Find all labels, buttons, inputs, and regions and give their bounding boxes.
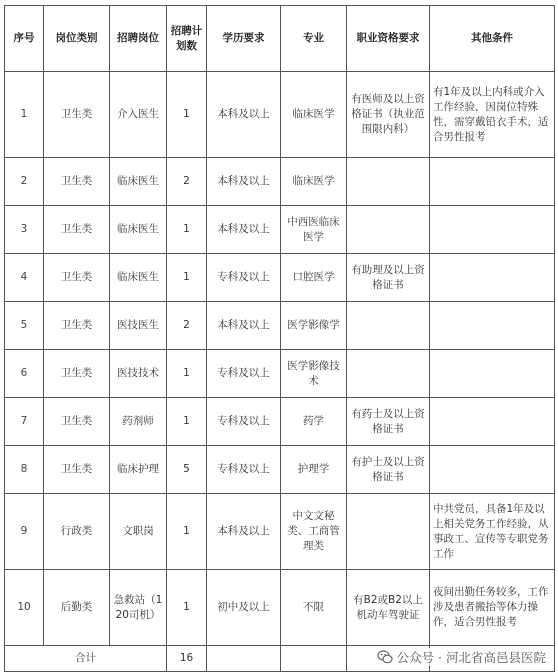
empty-cell [281,646,347,672]
cell-index: 5 [5,302,44,350]
table-row [5,72,555,158]
cell-count: 1 [167,206,207,254]
cell-other [430,302,555,350]
total-count: 16 [167,646,207,672]
cell-count: 1 [167,570,207,646]
cell-major: 中文文秘类、工商管理类 [281,494,347,570]
header-cell: 专业 [281,6,347,72]
cell-qualification [347,350,430,398]
cell-count: 1 [167,494,207,570]
header-cell: 其他条件 [430,6,555,72]
cell-other [430,446,555,494]
cell-other: 夜间出勤任务较多，工作涉及患者搬抬等体力操作，适合男性报考 [430,570,555,646]
cell-index: 9 [5,494,44,570]
cell-major: 临床医学 [281,72,347,158]
cell-qualification: 有B2或B2以上机动车驾驶证 [347,570,430,646]
table-row [5,446,555,494]
cell-index: 10 [5,570,44,646]
cell-category: 卫生类 [44,302,110,350]
cell-major: 药学 [281,398,347,446]
cell-qualification: 有医师及以上资格证书（执业范围限内科） [347,72,430,158]
cell-post: 药剂师 [110,398,167,446]
cell-education: 本科及以上 [207,494,281,570]
cell-qualification: 有护士及以上资格证书 [347,446,430,494]
cell-index: 1 [5,72,44,158]
cell-other [430,350,555,398]
cell-education: 专科及以上 [207,350,281,398]
cell-category: 卫生类 [44,398,110,446]
cell-major: 临床医学 [281,158,347,206]
table-row [5,350,555,398]
table-row [5,302,555,350]
watermark-text: 公众号 · 河北省高邑县医院 [396,650,546,665]
cell-post: 医技医生 [110,302,167,350]
table-row [5,494,555,570]
cell-count: 2 [167,158,207,206]
cell-category: 卫生类 [44,254,110,302]
cell-category: 卫生类 [44,72,110,158]
cell-post: 临床医生 [110,158,167,206]
table-row [5,570,555,646]
cell-index: 6 [5,350,44,398]
header-cell: 岗位类别 [44,6,110,72]
recruitment-table [4,5,555,672]
cell-post: 临床护理 [110,446,167,494]
cell-education: 专科及以上 [207,446,281,494]
header-cell: 招聘计划数 [167,6,207,72]
header-row [5,6,555,72]
cell-other: 中共党员，具备1年及以上相关党务工作经验，从事政工、宣传等专职党务工作 [430,494,555,570]
header-cell: 招聘岗位 [110,6,167,72]
cell-index: 8 [5,446,44,494]
cell-post: 临床医生 [110,254,167,302]
cell-major: 医学影像学 [281,302,347,350]
cell-post: 医技技术 [110,350,167,398]
cell-post: 文职岗 [110,494,167,570]
cell-index: 7 [5,398,44,446]
table-row [5,254,555,302]
cell-other [430,158,555,206]
cell-other [430,398,555,446]
cell-major: 不限 [281,570,347,646]
cell-category: 卫生类 [44,350,110,398]
cell-post: 介入医生 [110,72,167,158]
cell-count: 1 [167,254,207,302]
cell-count: 1 [167,398,207,446]
cell-education: 本科及以上 [207,158,281,206]
cell-qualification [347,494,430,570]
cell-category: 卫生类 [44,446,110,494]
cell-index: 4 [5,254,44,302]
cell-count: 1 [167,350,207,398]
cell-education: 本科及以上 [207,206,281,254]
cell-qualification [347,158,430,206]
cell-count: 1 [167,72,207,158]
cell-major: 护理学 [281,446,347,494]
cell-education: 专科及以上 [207,254,281,302]
table-row [5,158,555,206]
cell-other [430,254,555,302]
cell-other [430,206,555,254]
total-label: 合计 [5,646,167,672]
header-cell: 职业资格要求 [347,6,430,72]
cell-post: 急救站（120司机） [110,570,167,646]
cell-qualification [347,206,430,254]
table-row [5,398,555,446]
cell-education: 本科及以上 [207,72,281,158]
cell-qualification [347,302,430,350]
cell-category: 卫生类 [44,158,110,206]
cell-major: 口腔医学 [281,254,347,302]
header-cell: 序号 [5,6,44,72]
cell-post: 临床医生 [110,206,167,254]
cell-index: 3 [5,206,44,254]
cell-other: 有1年及以上内科或介入工作经验，因岗位特殊性，需穿戴铅衣手术，适合男性报考 [430,72,555,158]
cell-education: 本科及以上 [207,302,281,350]
cell-category: 后勤类 [44,570,110,646]
cell-qualification: 有药士及以上资格证书 [347,398,430,446]
cell-index: 2 [5,158,44,206]
empty-cell [207,646,281,672]
table-row [5,206,555,254]
cell-category: 行政类 [44,494,110,570]
wechat-icon [377,649,393,665]
cell-count: 2 [167,302,207,350]
cell-count: 5 [167,446,207,494]
watermark [375,648,548,666]
header-cell: 学历要求 [207,6,281,72]
cell-education: 初中及以上 [207,570,281,646]
cell-category: 卫生类 [44,206,110,254]
cell-major: 医学影像技术 [281,350,347,398]
cell-qualification: 有助理及以上资格证书 [347,254,430,302]
cell-major: 中西医临床医学 [281,206,347,254]
cell-education: 专科及以上 [207,398,281,446]
